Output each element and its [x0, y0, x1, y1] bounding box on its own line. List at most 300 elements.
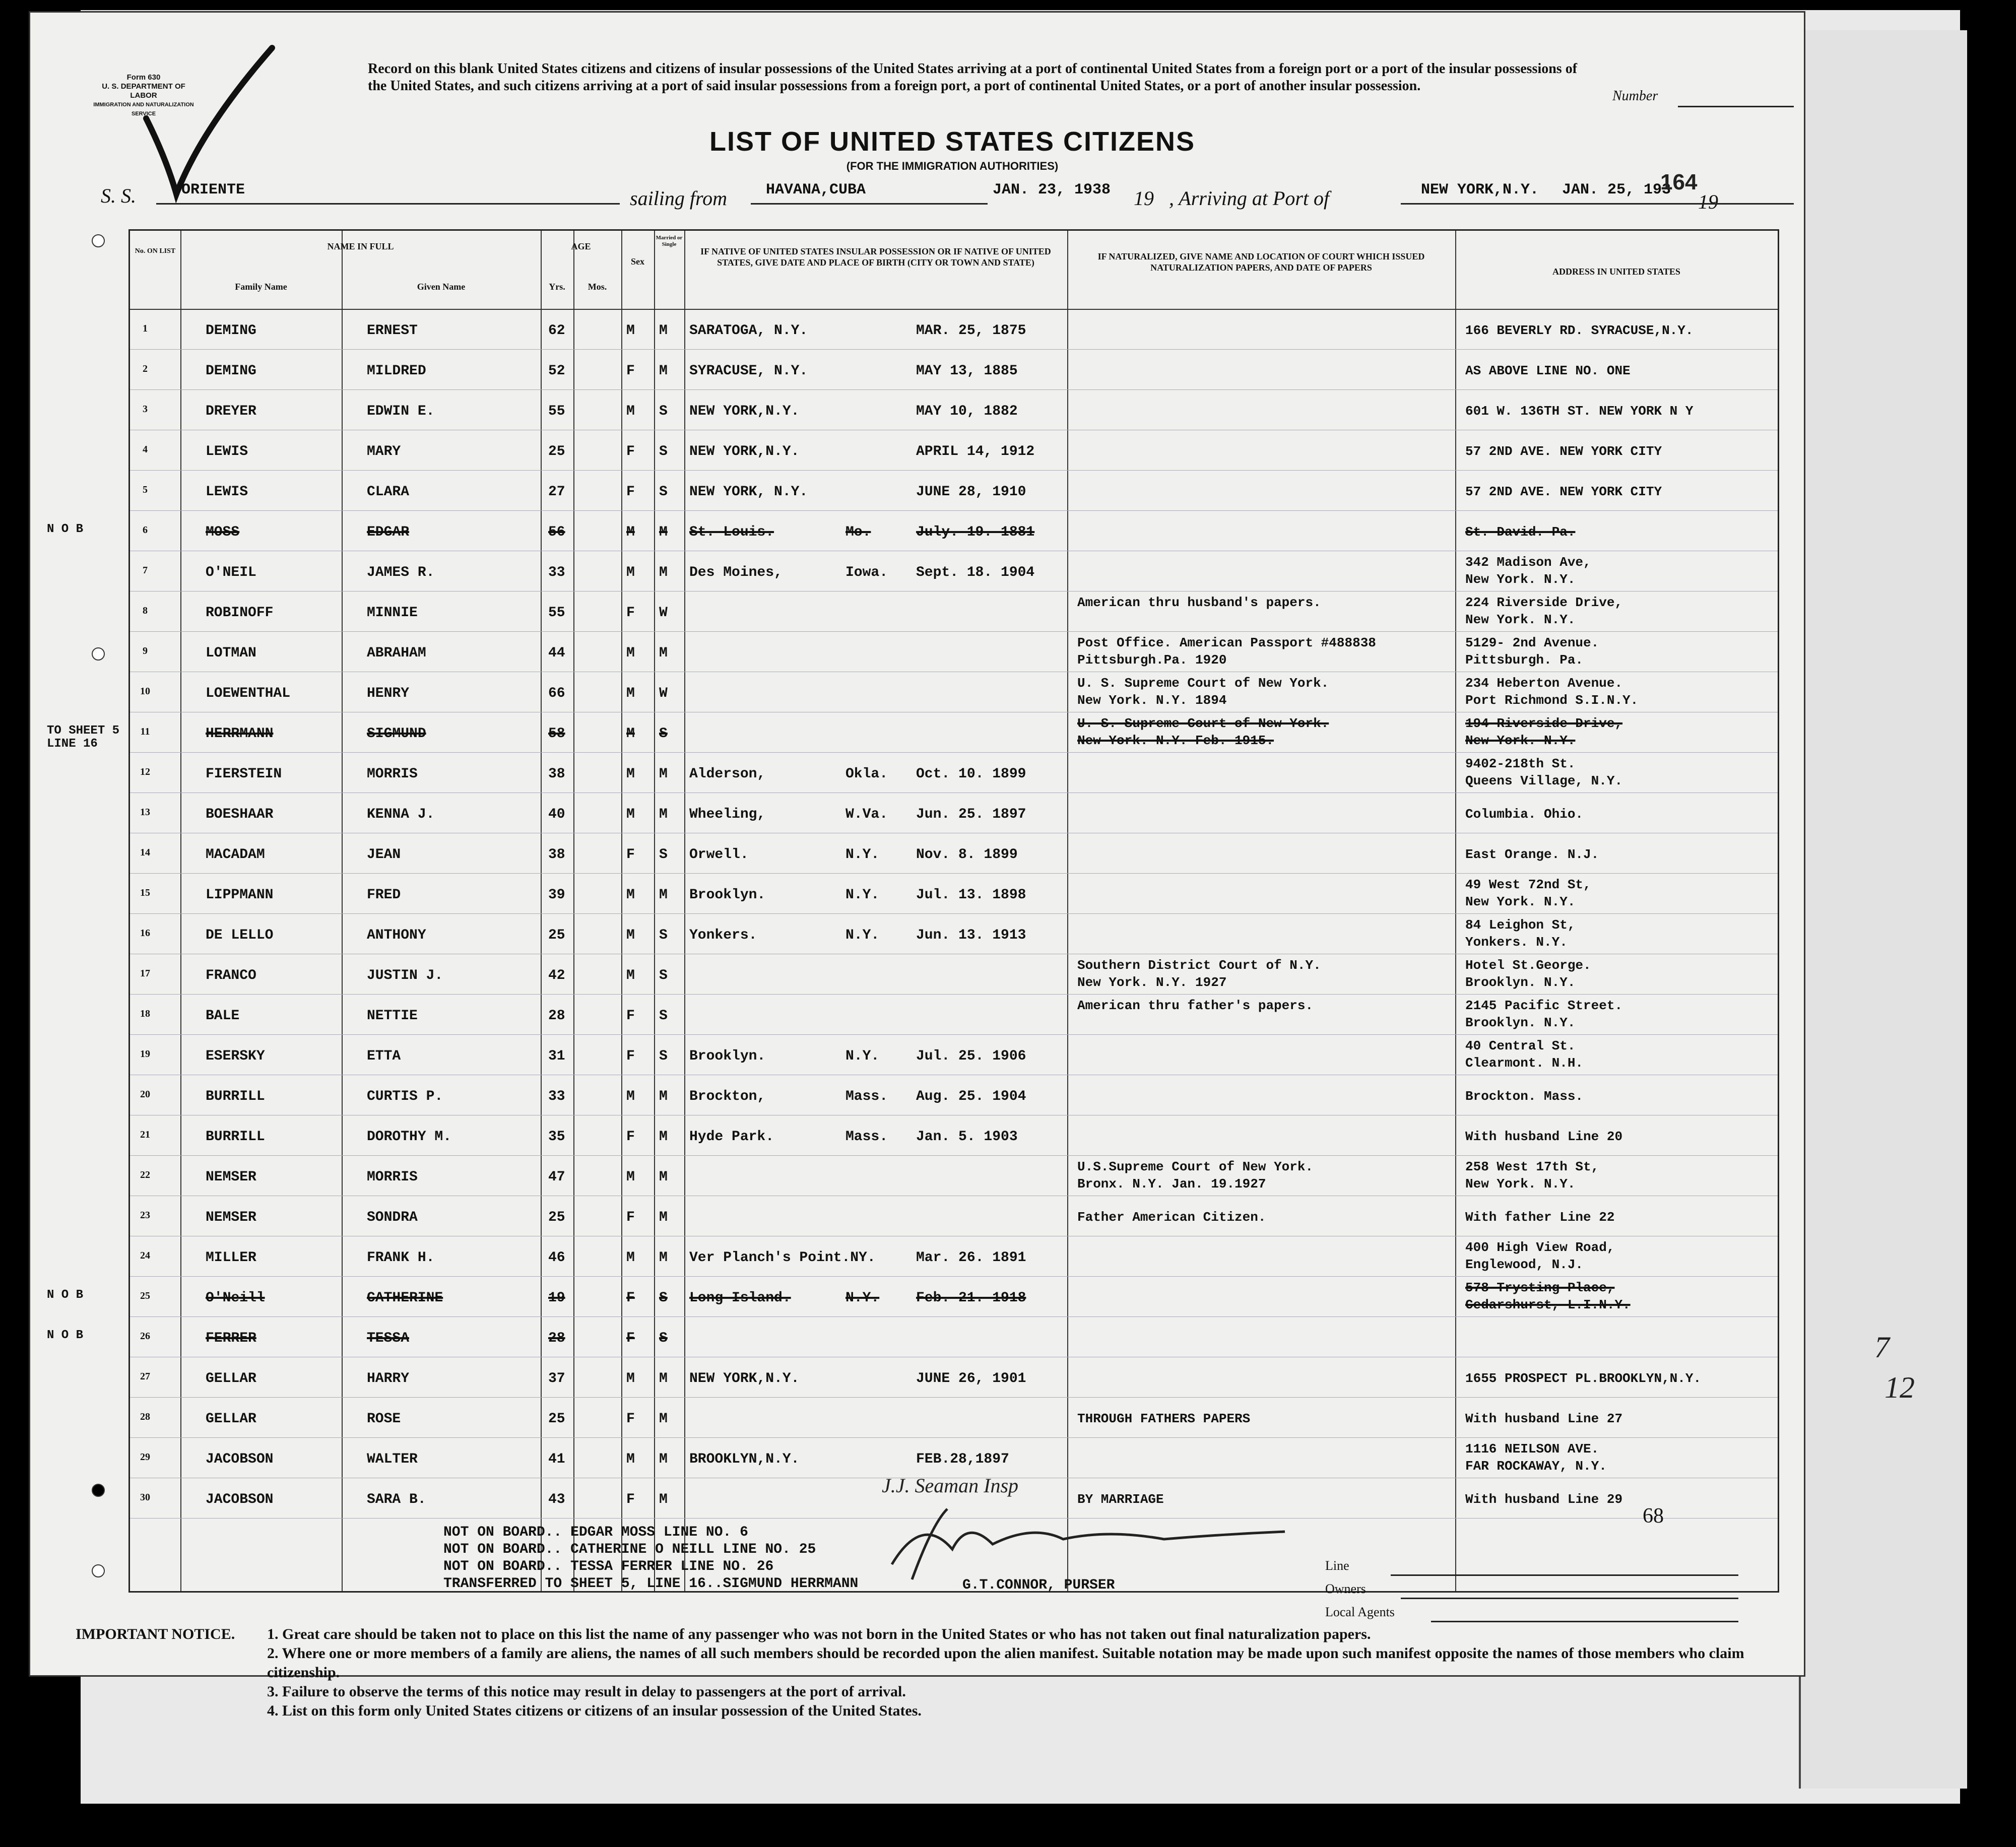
- cell-sex: F: [626, 1210, 635, 1225]
- cell-ms: M: [659, 524, 668, 540]
- cell-ms: M: [659, 1452, 668, 1467]
- col-name-in-full: NAME IN FULL: [327, 241, 394, 251]
- cell-age: 28: [548, 1008, 565, 1024]
- cell-no: 23: [140, 1210, 150, 1221]
- cell-sex: F: [626, 1331, 635, 1346]
- cell-place: SARATOGA, N.Y.: [689, 323, 808, 339]
- cell-age: 42: [548, 968, 565, 983]
- cell-place: Yonkers.: [689, 928, 757, 943]
- cell-ms: S: [659, 928, 668, 943]
- cell-no: 27: [140, 1371, 150, 1382]
- cell-family: O'Neill: [206, 1290, 265, 1306]
- cell-family: LOEWENTHAL: [206, 686, 291, 701]
- cell-sex: M: [626, 1371, 635, 1387]
- cell-state: N.Y.: [846, 887, 880, 903]
- cell-given: CATHERINE: [367, 1290, 443, 1306]
- local-agents-label: Local Agents: [1325, 1605, 1395, 1619]
- cell-given: JUSTIN J.: [367, 968, 443, 983]
- col-marital: Married or Single: [656, 235, 683, 247]
- cell-given: ETTA: [367, 1048, 401, 1064]
- cell-family: LEWIS: [206, 484, 248, 500]
- cell-given: NETTIE: [367, 1008, 418, 1024]
- cell-family: ESERSKY: [206, 1048, 265, 1064]
- cell-no: 6: [143, 524, 148, 536]
- service: IMMIGRATION AND NATURALIZATION SERVICE: [93, 102, 194, 117]
- margin-annotation: N O B: [47, 1288, 84, 1302]
- cell-date: Jul. 13. 1898: [916, 887, 1026, 903]
- cell-age: 52: [548, 363, 565, 379]
- notice-item: 3. Failure to observe the terms of this notice may result in delay to passengers at the port of arrival.: [267, 1683, 906, 1700]
- cell-given: ANTHONY: [367, 928, 426, 943]
- cell-addr1: 166 BEVERLY RD. SYRACUSE,N.Y.: [1465, 323, 1694, 338]
- row-divider: [130, 913, 1778, 914]
- cell-no: 18: [140, 1008, 150, 1019]
- cell-sex: F: [626, 444, 635, 459]
- page-title: LIST OF UNITED STATES CITIZENS: [709, 126, 1195, 157]
- row-divider: [130, 470, 1778, 471]
- cell-state: Mass.: [846, 1089, 888, 1104]
- cell-sex: M: [626, 1250, 635, 1266]
- cell-sex: M: [626, 1169, 635, 1185]
- cell-date: Mar. 26. 1891: [916, 1250, 1026, 1266]
- cell-addr1: 194 Riverside Drive,: [1465, 716, 1623, 731]
- cell-ms: M: [659, 766, 668, 782]
- cell-age: 25: [548, 444, 565, 459]
- cell-no: 25: [140, 1290, 150, 1301]
- cell-age: 55: [548, 605, 565, 621]
- ss-label: S. S.: [101, 184, 136, 207]
- arrival-port: NEW YORK,N.Y.: [1421, 181, 1539, 199]
- cell-addr1: With husband Line 20: [1465, 1129, 1623, 1144]
- voyage-line: [101, 179, 1804, 214]
- row-divider: [130, 873, 1778, 874]
- cell-age: 56: [548, 524, 565, 540]
- cell-addr1: With husband Line 29: [1465, 1492, 1623, 1507]
- row-divider: [130, 510, 1778, 511]
- cell-age: 38: [548, 847, 565, 863]
- cell-given: ROSE: [367, 1411, 401, 1427]
- cell-no: 22: [140, 1169, 150, 1180]
- cell-sex: F: [626, 1411, 635, 1427]
- cell-date: July. 19. 1881: [916, 524, 1035, 540]
- row-divider: [130, 752, 1778, 753]
- cell-sex: M: [626, 968, 635, 983]
- cell-ms: S: [659, 1048, 668, 1064]
- cell-ms: W: [659, 605, 668, 621]
- cell-no: 19: [140, 1048, 150, 1060]
- cell-nat1: American thru husband's papers.: [1077, 595, 1321, 610]
- cell-family: FRANCO: [206, 968, 256, 983]
- cell-given: CURTIS P.: [367, 1089, 443, 1104]
- cell-date: APRIL 14, 1912: [916, 444, 1035, 459]
- sailing-label: sailing from: [630, 187, 727, 210]
- cell-no: 3: [143, 404, 148, 415]
- cell-date: Sept. 18. 1904: [916, 565, 1035, 580]
- cell-addr1: AS ABOVE LINE NO. ONE: [1465, 363, 1631, 378]
- cell-addr1: 234 Heberton Avenue.: [1465, 676, 1623, 691]
- cell-place: Orwell.: [689, 847, 749, 863]
- cell-place: NEW YORK,N.Y.: [689, 404, 800, 419]
- cell-addr1: 601 W. 136TH ST. NEW YORK N Y: [1465, 404, 1694, 419]
- cell-addr1: 1655 PROSPECT PL.BROOKLYN,N.Y.: [1465, 1371, 1702, 1386]
- margin-annotation: N O B: [47, 522, 84, 536]
- cell-place: BROOKLYN,N.Y.: [689, 1452, 800, 1467]
- cell-ms: S: [659, 1008, 668, 1024]
- cell-ms: M: [659, 1169, 668, 1185]
- cell-no: 16: [140, 928, 150, 939]
- cell-place: Des Moines,: [689, 565, 783, 580]
- cell-no: 10: [140, 686, 150, 697]
- cell-addr1: 1116 NEILSON AVE.: [1465, 1441, 1599, 1457]
- arrival-date: JAN. 25, 193: [1562, 181, 1671, 199]
- cell-addr2: Pittsburgh. Pa.: [1465, 652, 1584, 668]
- cell-ms: S: [659, 726, 668, 742]
- cell-no: 5: [143, 484, 148, 495]
- footer-note: NOT ON BOARD.. CATHERINE O NEILL LINE NO. 25: [443, 1542, 816, 1557]
- cell-place: Brockton,: [689, 1089, 766, 1104]
- cell-addr2: Brooklyn. N.Y.: [1465, 1015, 1576, 1030]
- footer-notes: [443, 1524, 858, 1593]
- corner-number: 68: [1643, 1504, 1664, 1528]
- cell-place: Brooklyn.: [689, 1048, 766, 1064]
- margin-mark: 7: [1874, 1331, 1890, 1364]
- cell-addr1: 5129- 2nd Avenue.: [1465, 635, 1599, 650]
- cell-age: 39: [548, 887, 565, 903]
- cell-nat1: U.S.Supreme Court of New York.: [1077, 1159, 1314, 1174]
- cell-given: FRANK H.: [367, 1250, 435, 1266]
- cell-age: 46: [548, 1250, 565, 1266]
- row-divider: [130, 1276, 1778, 1277]
- notice-item: 2. Where one or more members of a family are aliens, the names of all such members should be recorded upon the alien manifest. Suitable notation may be made upon such manifest opposite the names of those members who claim citizenship.: [267, 1645, 1744, 1681]
- cell-ms: S: [659, 1331, 668, 1346]
- cell-state: N.Y.: [846, 928, 880, 943]
- cell-place: Alderson,: [689, 766, 766, 782]
- cell-addr1: 40 Central St.: [1465, 1038, 1576, 1053]
- cell-given: MILDRED: [367, 363, 426, 379]
- cell-addr2: Queens Village, N.Y.: [1465, 773, 1623, 788]
- row-divider: [130, 349, 1778, 350]
- cell-given: MARY: [367, 444, 401, 459]
- punch-hole: [92, 234, 105, 247]
- footer-note: NOT ON BOARD.. TESSA FERRER LINE NO. 26: [443, 1559, 774, 1574]
- cell-sex: F: [626, 847, 635, 863]
- notice-item: 4. List on this form only United States citizens or citizens of an insular possession of the United States.: [267, 1702, 922, 1719]
- cell-given: JEAN: [367, 847, 401, 863]
- line-label: Line: [1325, 1558, 1349, 1573]
- cell-sex: M: [626, 404, 635, 419]
- cell-nat2: New York. N.Y. 1894: [1077, 693, 1227, 708]
- cell-addr1: 9402-218th St.: [1465, 756, 1576, 771]
- cell-no: 15: [140, 887, 150, 898]
- cell-age: 35: [548, 1129, 565, 1145]
- cell-no: 29: [140, 1452, 150, 1463]
- cell-no: 14: [140, 847, 150, 858]
- cell-age: 37: [548, 1371, 565, 1387]
- arriving-label: , Arriving at Port of: [1169, 187, 1330, 210]
- line-owner-agent-block: [1325, 1554, 1395, 1624]
- cell-given: FRED: [367, 887, 401, 903]
- cell-sex: F: [626, 1129, 635, 1145]
- cell-place: Long Island.: [689, 1290, 791, 1306]
- notice-item: 1. Great care should be taken not to place on this list the name of any passenger who was not born in the United States or who has not taken out final naturalization papers.: [267, 1626, 1371, 1642]
- cell-nat1: BY MARRIAGE: [1077, 1492, 1164, 1507]
- cell-ms: M: [659, 1089, 668, 1104]
- row-divider: [130, 389, 1778, 390]
- footer-note: NOT ON BOARD.. EDGAR MOSS LINE NO. 6: [443, 1525, 748, 1540]
- cell-no: 13: [140, 807, 150, 818]
- cell-date: Jun. 13. 1913: [916, 928, 1026, 943]
- col-no: No. ON LIST: [135, 247, 176, 255]
- cell-date: Jun. 25. 1897: [916, 807, 1026, 822]
- cell-place: NEW YORK, N.Y.: [689, 484, 808, 500]
- cell-addr1: 400 High View Road,: [1465, 1240, 1615, 1255]
- cell-no: 24: [140, 1250, 150, 1261]
- cell-nat1: Southern District Court of N.Y.: [1077, 958, 1321, 973]
- ship-name: ORIENTE: [181, 181, 245, 199]
- cell-addr1: With father Line 22: [1465, 1210, 1615, 1225]
- cell-addr1: 578 Trysting Place,: [1465, 1280, 1615, 1295]
- departure-port: HAVANA,CUBA: [766, 181, 866, 199]
- department: U. S. DEPARTMENT OF LABOR: [102, 82, 185, 100]
- col-age-yrs: Yrs.: [549, 282, 565, 292]
- cell-no: 1: [143, 323, 148, 334]
- cell-place: NEW YORK,N.Y.: [689, 1371, 800, 1387]
- cell-given: HENRY: [367, 686, 410, 701]
- number-underline: [1678, 106, 1794, 107]
- cell-date: Oct. 10. 1899: [916, 766, 1026, 782]
- cell-place: Hyde Park.: [689, 1129, 774, 1145]
- cell-addr2: Cedarshurst, L.I.N.Y.: [1465, 1297, 1631, 1312]
- cell-ms: S: [659, 404, 668, 419]
- cell-place: NEW YORK,N.Y.: [689, 444, 800, 459]
- cell-family: ROBINOFF: [206, 605, 274, 621]
- cell-given: MORRIS: [367, 1169, 418, 1185]
- margin-annotation: N O B: [47, 1329, 84, 1342]
- form-code: Form 630: [126, 73, 161, 82]
- cell-no: 12: [140, 766, 150, 777]
- cell-age: 25: [548, 1411, 565, 1427]
- cell-sex: M: [626, 524, 635, 540]
- cell-ms: M: [659, 565, 668, 580]
- cell-sex: F: [626, 1492, 635, 1507]
- cell-family: GELLAR: [206, 1371, 256, 1387]
- col-birth: IF NATIVE OF UNITED STATES INSULAR POSSESSION OR IF NATIVE OF UNITED STATES, GIVE DATE AND PLACE OF BIRTH (CITY OR TOWN AND STATE): [700, 246, 1051, 268]
- cell-given: SIGMUND: [367, 726, 426, 742]
- cell-family: NEMSER: [206, 1169, 256, 1185]
- cell-addr1: Columbia. Ohio.: [1465, 807, 1584, 822]
- cell-state: N.Y.: [846, 1048, 880, 1064]
- cell-ms: M: [659, 807, 668, 822]
- cell-no: 17: [140, 968, 150, 979]
- important-notice: [76, 1625, 1769, 1721]
- cell-ms: M: [659, 887, 668, 903]
- cell-state: Mo.: [846, 524, 871, 540]
- cell-family: DEMING: [206, 323, 256, 339]
- cell-state: Mass.: [846, 1129, 888, 1145]
- col-age: AGE: [571, 241, 591, 251]
- cell-nat1: U. S. Supreme Court of New York.: [1077, 676, 1329, 691]
- cell-family: FERRER: [206, 1331, 256, 1346]
- cell-addr1: 224 Riverside Drive,: [1465, 595, 1623, 610]
- cell-no: 28: [140, 1411, 150, 1422]
- cell-addr1: With husband Line 27: [1465, 1411, 1623, 1426]
- cell-no: 30: [140, 1492, 150, 1503]
- cell-family: FIERSTEIN: [206, 766, 282, 782]
- cell-family: GELLAR: [206, 1411, 256, 1427]
- cell-sex: M: [626, 565, 635, 580]
- cell-sex: M: [626, 887, 635, 903]
- cell-state: Iowa.: [846, 565, 888, 580]
- col-given-name: Given Name: [417, 282, 466, 292]
- notice-heading: IMPORTANT NOTICE.: [76, 1626, 235, 1642]
- cell-sex: M: [626, 928, 635, 943]
- cell-no: 26: [140, 1331, 150, 1342]
- cell-addr1: 57 2ND AVE. NEW YORK CITY: [1465, 484, 1662, 499]
- cell-family: BURRILL: [206, 1129, 265, 1145]
- cell-addr2: New York. N.Y.: [1465, 572, 1576, 587]
- cell-date: MAR. 25, 1875: [916, 323, 1026, 339]
- cell-age: 25: [548, 1210, 565, 1225]
- cell-addr2: New York. N.Y.: [1465, 612, 1576, 627]
- cell-family: DREYER: [206, 404, 256, 419]
- punch-hole: [92, 647, 105, 661]
- cell-sex: M: [626, 726, 635, 742]
- cell-age: 38: [548, 766, 565, 782]
- cell-ms: S: [659, 484, 668, 500]
- cell-sex: M: [626, 1452, 635, 1467]
- cell-addr1: East Orange. N.J.: [1465, 847, 1599, 862]
- cell-family: LEWIS: [206, 444, 248, 459]
- cell-addr1: 2145 Pacific Street.: [1465, 998, 1623, 1013]
- cell-no: 7: [143, 565, 148, 576]
- cell-ms: S: [659, 444, 668, 459]
- cell-age: 25: [548, 928, 565, 943]
- cell-given: EDGAR: [367, 524, 410, 540]
- cell-sex: F: [626, 1008, 635, 1024]
- passenger-table: [47, 229, 1779, 1593]
- cell-ms: M: [659, 1210, 668, 1225]
- cell-state: Okla.: [846, 766, 888, 782]
- cell-date: Jan. 5. 1903: [916, 1129, 1018, 1145]
- cell-place: SYRACUSE, N.Y.: [689, 363, 808, 379]
- cell-date: MAY 13, 1885: [916, 363, 1018, 379]
- cell-given: JAMES R.: [367, 565, 435, 580]
- cell-date: Nov. 8. 1899: [916, 847, 1018, 863]
- cell-ms: M: [659, 1371, 668, 1387]
- cell-given: ERNEST: [367, 323, 418, 339]
- cell-addr1: Brockton. Mass.: [1465, 1089, 1584, 1104]
- cell-age: 19: [548, 1290, 565, 1306]
- cell-family: BURRILL: [206, 1089, 265, 1104]
- cell-age: 43: [548, 1492, 565, 1507]
- cell-no: 20: [140, 1089, 150, 1100]
- cell-given: MINNIE: [367, 605, 418, 621]
- underlying-sheet-edge: [1799, 30, 1967, 1789]
- cell-addr1: 258 West 17th St,: [1465, 1159, 1599, 1174]
- cell-age: 47: [548, 1169, 565, 1185]
- cell-nat2: Bronx. N.Y. Jan. 19.1927: [1077, 1176, 1266, 1192]
- purser-signature-mark: [882, 1504, 1295, 1585]
- cell-ms: M: [659, 1411, 668, 1427]
- cell-addr2: Englewood, N.J.: [1465, 1257, 1584, 1272]
- punch-hole: [92, 1484, 105, 1497]
- cell-no: 8: [143, 605, 148, 616]
- cell-sex: F: [626, 605, 635, 621]
- cell-sex: F: [626, 1048, 635, 1064]
- page-number: 164: [1660, 170, 1698, 194]
- cell-family: BALE: [206, 1008, 240, 1024]
- cell-addr2: New York. N.Y.: [1465, 733, 1576, 748]
- cell-addr2: Brooklyn. N.Y.: [1465, 975, 1576, 990]
- cell-nat1: U. S. Supreme Court of New York.: [1077, 716, 1329, 731]
- cell-no: 11: [140, 726, 150, 737]
- cell-given: SARA B.: [367, 1492, 426, 1507]
- cell-addr1: Hotel St.George.: [1465, 958, 1591, 973]
- cell-age: 33: [548, 1089, 565, 1104]
- cell-nat1: Father American Citizen.: [1077, 1210, 1266, 1225]
- cell-addr1: St. David. Pa.: [1465, 524, 1576, 540]
- cell-age: 66: [548, 686, 565, 701]
- cell-given: KENNA J.: [367, 807, 435, 822]
- cell-sex: F: [626, 484, 635, 500]
- owners-label: Owners: [1325, 1581, 1366, 1596]
- cell-state: W.Va.: [846, 807, 888, 822]
- cell-nat2: New York. N.Y. 1927: [1077, 975, 1227, 990]
- cell-family: MACADAM: [206, 847, 265, 863]
- cell-age: 33: [548, 565, 565, 580]
- row-divider: [130, 1034, 1778, 1035]
- margin-mark: 12: [1884, 1371, 1915, 1404]
- cell-addr1: 84 Leighon St,: [1465, 917, 1576, 933]
- record-instructions: Record on this blank United States citizens and citizens of insular possessions of the United States arriving at a port of continental United States from a foreign port or a port of the insular possessions of the United States, and such citizens arriving at a port of said insular possessions from a foreign port, a port of continental United States, or a port of another insular possession.: [368, 61, 1578, 94]
- cell-date: JUNE 28, 1910: [916, 484, 1026, 500]
- cell-no: 21: [140, 1129, 150, 1140]
- cell-sex: M: [626, 766, 635, 782]
- cell-addr1: 57 2ND AVE. NEW YORK CITY: [1465, 444, 1662, 459]
- cell-age: 41: [548, 1452, 565, 1467]
- cell-nat2: Pittsburgh.Pa. 1920: [1077, 652, 1227, 668]
- cell-given: DOROTHY M.: [367, 1129, 452, 1145]
- purser-name: G.T.CONNOR, PURSER: [962, 1577, 1115, 1593]
- footer-note: TRANSFERRED TO SHEET 5, LINE 16..SIGMUND HERRMANN: [443, 1576, 859, 1592]
- year-label-2: 19: [1698, 190, 1718, 213]
- cell-ms: W: [659, 686, 668, 701]
- cell-place: Wheeling,: [689, 807, 766, 822]
- cell-given: TESSA: [367, 1331, 410, 1346]
- cell-age: 31: [548, 1048, 565, 1064]
- cell-addr2: Port Richmond S.I.N.Y.: [1465, 693, 1639, 708]
- cell-sex: M: [626, 807, 635, 822]
- cell-ms: M: [659, 363, 668, 379]
- col-age-mos: Mos.: [588, 282, 607, 292]
- cell-ms: M: [659, 645, 668, 661]
- col-sex: Sex: [631, 256, 644, 267]
- cell-date: Jul. 25. 1906: [916, 1048, 1026, 1064]
- cell-state: N.Y.: [846, 1290, 880, 1306]
- number-label: Number: [1612, 88, 1658, 104]
- cell-state: N.Y.: [846, 847, 880, 863]
- cell-age: 28: [548, 1331, 565, 1346]
- cell-ms: M: [659, 1250, 668, 1266]
- cell-place: St. Louis.: [689, 524, 774, 540]
- cell-date: Aug. 25. 1904: [916, 1089, 1026, 1104]
- cell-family: MILLER: [206, 1250, 256, 1266]
- cell-family: NEMSER: [206, 1210, 256, 1225]
- cell-given: MORRIS: [367, 766, 418, 782]
- cell-age: 40: [548, 807, 565, 822]
- cell-addr2: FAR ROCKAWAY, N.Y.: [1465, 1459, 1607, 1474]
- cell-given: CLARA: [367, 484, 410, 500]
